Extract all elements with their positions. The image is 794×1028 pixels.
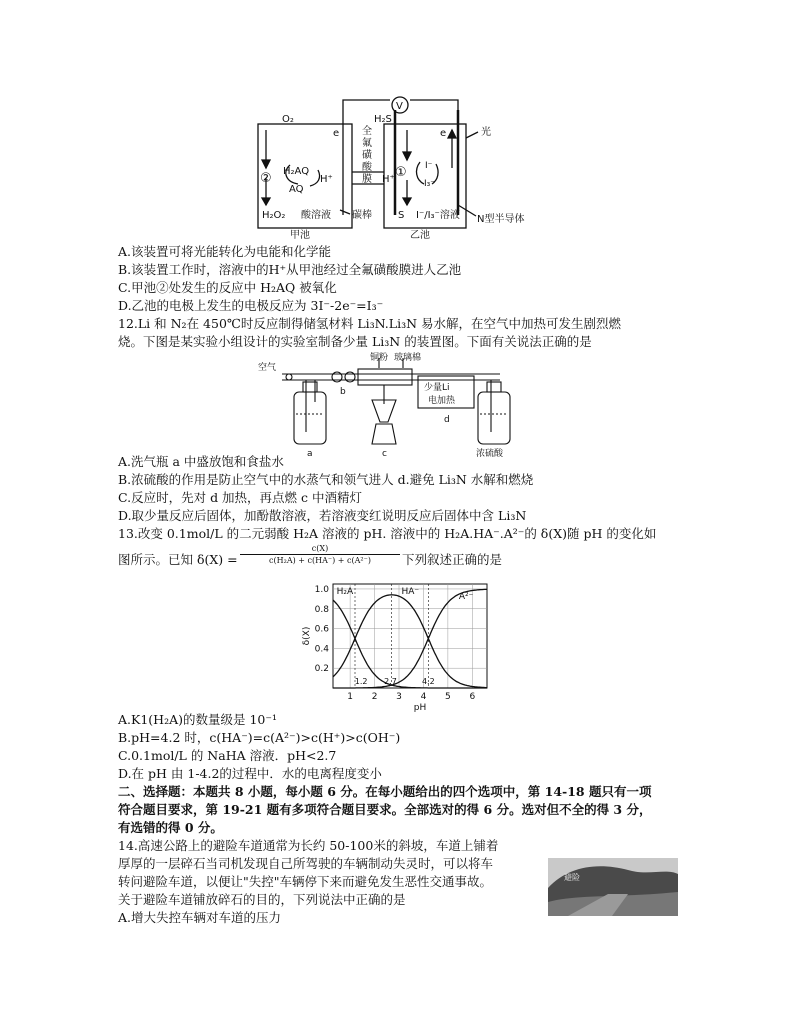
escape-ramp-photo (548, 858, 678, 916)
fig2-lbl-d: d (444, 415, 450, 425)
fig1-i3: I₃⁻ (424, 179, 436, 189)
series-label: A²⁻ (458, 591, 474, 602)
q11-option-c: C.甲池②处发生的反应中 H₂AQ 被氧化 (118, 280, 337, 295)
fig1-aq: AQ (289, 184, 304, 195)
y-tick-label: 0.4 (314, 644, 329, 655)
fig2-lbl-c: c (382, 449, 387, 459)
fig1-h2o2: H₂O₂ (262, 210, 286, 221)
q13-option-b: B.pH=4.2 时，c(HA⁻)=c(A²⁻)>c(H⁺)>c(OH⁻) (118, 730, 401, 745)
fig1-pool-b: 乙池 (410, 230, 430, 241)
q13-option-c: C.0.1mol/L 的 NaHA 溶液．pH<2.7 (118, 748, 337, 763)
x-tick-label: 2 (371, 692, 378, 702)
x-tick-label: 5 (445, 692, 451, 702)
fig1-o2: O₂ (282, 114, 294, 125)
membrane-char: 全 (362, 126, 372, 137)
y-tick-label: 1.0 (314, 584, 329, 595)
fig2-air: 空气 (258, 363, 277, 373)
fig1-e-left: e (333, 128, 340, 139)
membrane-char: 磺 (362, 150, 372, 161)
annotation-label: 4.2 (421, 677, 435, 686)
q12-stem-2: 烧。下图是某实验小组设计的实验室制备少量 Li₃N 的装置图。下面有关说法正确的是 (118, 334, 592, 349)
y-tick-label: 0.6 (314, 624, 329, 635)
fig2-lbl-a: a (307, 449, 313, 459)
q12-option-a: A.洗气瓶 a 中盛放饱和食盐水 (118, 454, 284, 469)
membrane-char: 氟 (362, 138, 372, 149)
fig1-v: V (396, 101, 403, 112)
delta-fraction (240, 544, 400, 565)
q14-line-1: 14.高速公路上的避险车道通常为长约 50-100米的斜坡，车道上铺着 (118, 838, 499, 853)
membrane-char: 酸 (362, 162, 372, 173)
fig1-semi: N型半导体 (477, 214, 525, 225)
fig1-hplus-left: H⁺ (320, 174, 333, 185)
section2-line-1: 二、选择题：本题共 8 小题，每小题 6 分。在每小题给出的四个选项中，第 14-18 题只有一项 (118, 784, 652, 799)
fig2-li: 少量Li (424, 383, 450, 393)
q13-stem-2a: 图所示。已知 δ(X) = (118, 552, 238, 567)
fig1-h2s: H₂S (374, 114, 392, 125)
apparatus-diagram (0, 352, 794, 462)
fig1-num1: ① (395, 165, 407, 180)
q11-option-b: B.该装置工作时，溶液中的H⁺从甲池经过全氟磺酸膜进人乙池 (118, 262, 462, 277)
fig1-h2aq: H₂AQ (283, 166, 310, 177)
fig1-light: 光 (481, 127, 491, 138)
annotation-label: 2.7 (384, 677, 397, 686)
membrane-char: 膜 (362, 174, 372, 185)
fig1-sol-left: 酸溶液 (301, 210, 331, 221)
q12-option-d: D.取少量反应后固体，加酚散溶液，若溶液变红说明反应后固体中含 Li₃N (118, 508, 527, 523)
fig2-heat: 电加热 (428, 396, 456, 406)
q12-option-b: B.浓硫酸的作用是防止空气中的水蒸气和领气进人 d.避免 Li₃N 水解和燃烧 (118, 472, 534, 487)
q13-stem-2b: 下列叙述正确的是 (402, 552, 503, 567)
q11-option-d: D.乙池的电极上发生的电极反应为 3I⁻-2e⁻=I₃⁻ (118, 298, 384, 313)
q14-line-2: 厚厚的一层碎石当司机发现自己所驾驶的车辆制动失灵时，可以将车 (118, 856, 494, 871)
x-tick-label: 3 (396, 692, 402, 702)
q14-line-4: 关于避险车道铺放碎石的目的，下列说法中正确的是 (118, 892, 406, 907)
fig1-sol-right: I⁻/I₃⁻溶液 (416, 210, 460, 221)
fraction-numerator: c(X) (240, 544, 400, 555)
q11-option-a: A.该装置可将光能转化为电能和化学能 (118, 244, 332, 259)
y-tick-label: 0.8 (314, 604, 329, 615)
fig2-lbl-b: b (340, 387, 346, 397)
series-label: H₂A (336, 586, 354, 597)
fig1-s: S (398, 210, 405, 221)
fig1-num2: ② (260, 171, 272, 186)
y-axis-label: δ(X) (302, 626, 312, 646)
fig2-copper: 铜粉 (370, 353, 389, 363)
section2-line-2: 符合题目要求，第 19-21 题有多项符合题目要求。全部选对的得 6 分。选对但不全的得 3 分， (118, 802, 652, 817)
annotation-label: 1.2 (354, 677, 368, 686)
x-tick-label: 6 (469, 692, 476, 702)
photo-label: 避险 (564, 873, 580, 882)
y-tick-label: 0.2 (314, 664, 329, 675)
fraction-denominator: c(H₂A) + c(HA⁻) + c(A²⁻) (269, 556, 371, 565)
q14-option-a: A.增大失控车辆对车道的压力 (118, 910, 282, 925)
fig2-glasswool: 玻璃棉 (394, 353, 422, 363)
cell-diagram (0, 0, 794, 250)
x-axis-label: pH (413, 703, 427, 713)
q14-line-3: 转问避险车道，以便让"失控"车辆停下来而避免发生恶性交通事故。 (118, 874, 493, 889)
fig2-acid: 浓硫酸 (476, 449, 504, 459)
q13-option-a: A.K1(H₂A)的数量级是 10⁻¹ (118, 712, 277, 727)
q12-stem-1: 12.Li 和 N₂在 450℃时反应制得储氢材料 Li₃N.Li₃N 易水解，在空气中加热可发生剧烈燃 (118, 316, 622, 331)
x-tick-label: 1 (347, 692, 353, 702)
q13-option-d: D.在 pH 由 1-4.2的过程中．水的电离程度变小 (118, 766, 382, 781)
fig1-carbon: 碳棒 (352, 210, 372, 221)
fig1-e-right: e (440, 128, 447, 139)
x-tick-label: 4 (420, 692, 427, 702)
series-label: HA⁻ (401, 586, 420, 597)
fig1-hplus-right: H⁺ (382, 174, 395, 185)
delta-ph-chart (0, 576, 794, 716)
q13-stem-1: 13.改变 0.1mol/L 的二元弱酸 H₂A 溶液的 pH. 溶液中的 H₂A.HA⁻.A²⁻的 δ(X)随 pH 的变化如 (118, 526, 657, 541)
section2-line-3: 有选错的得 0 分。 (118, 820, 223, 835)
fig1-membrane (362, 124, 373, 185)
q12-option-c: C.反应时，先对 d 加热，再点燃 c 中酒精灯 (118, 490, 362, 505)
fig1-pool-a: 甲池 (290, 230, 310, 241)
series-line (333, 600, 487, 688)
fig1-i: I⁻ (425, 161, 433, 171)
